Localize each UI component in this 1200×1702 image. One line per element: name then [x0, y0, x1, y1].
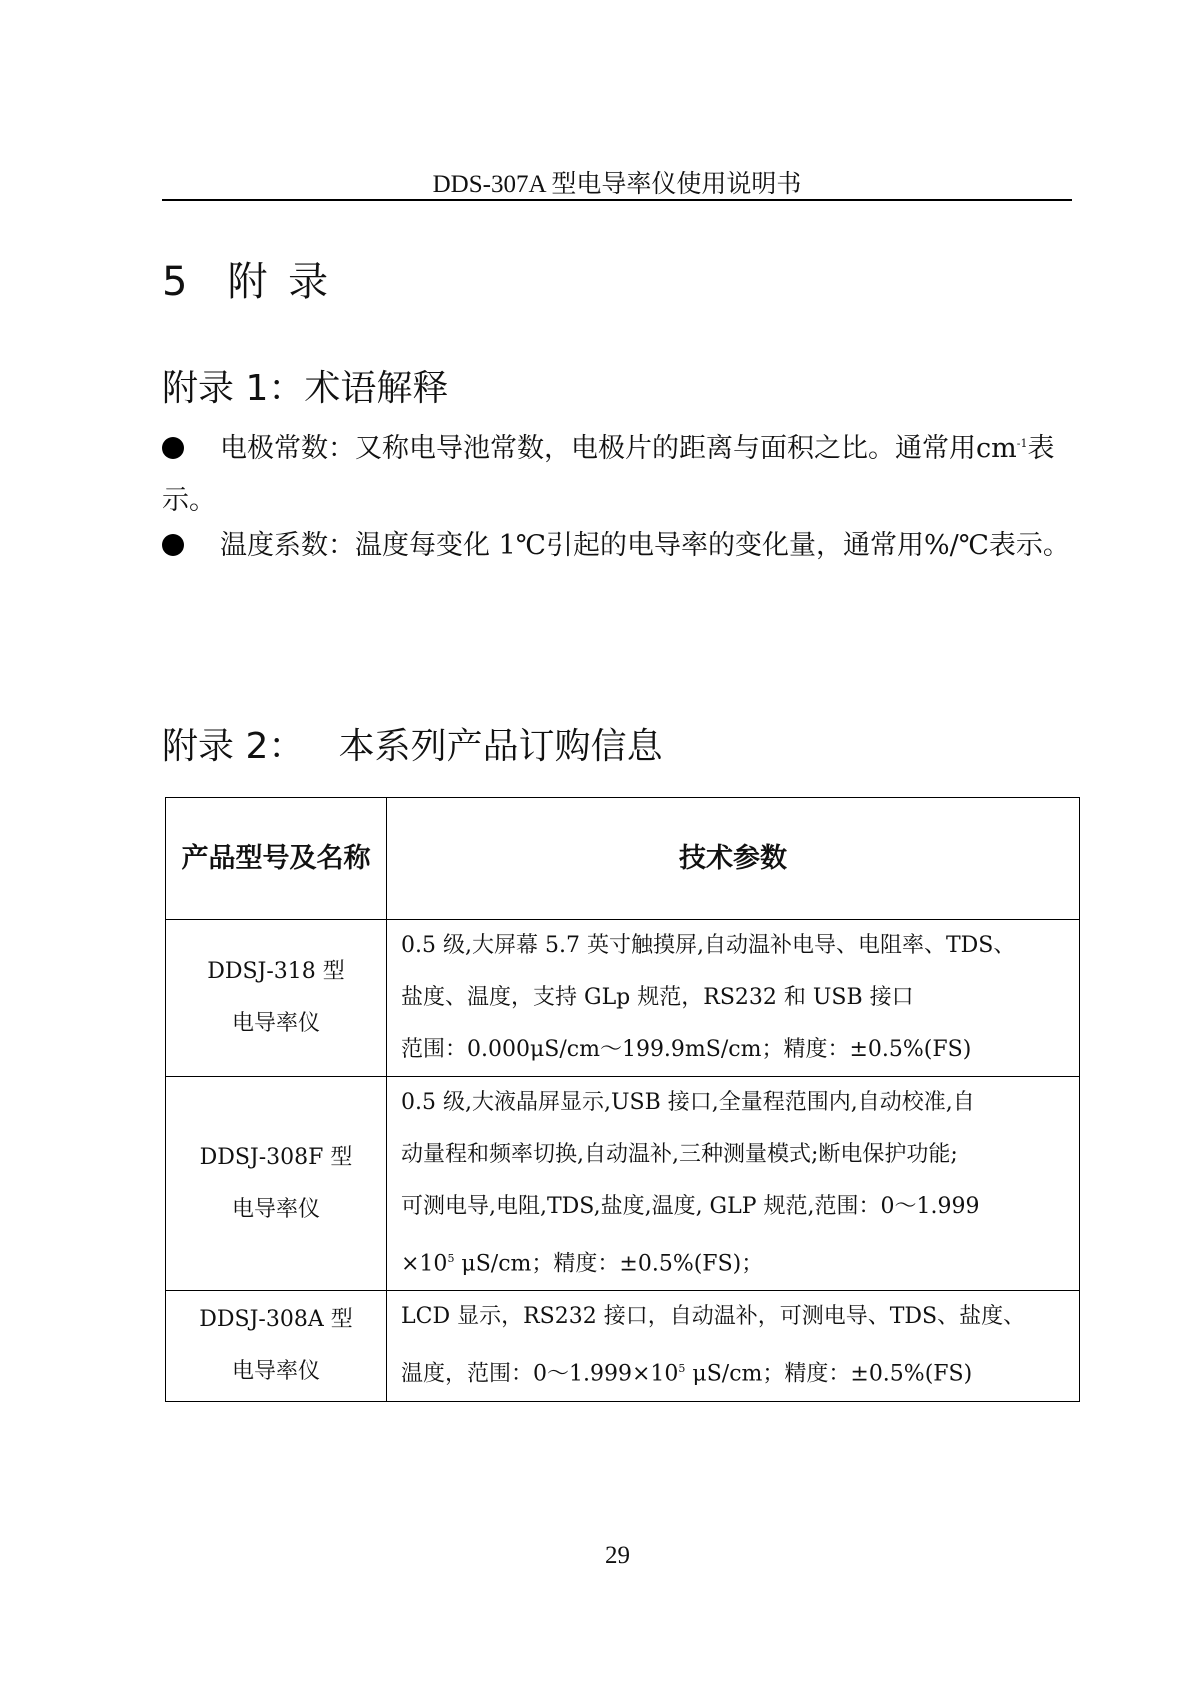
product-specs: 0.5 级,大屏幕 5.7 英寸触摸屏,自动温补电导、电阻率、TDS、 盐度、温度，支持 GLp 规范，RS232 和 USB 接口 范围：0.000μS/cm～199.9mS/cm；精度：±0.5%(FS) [387, 920, 1080, 1077]
term-item: 温度系数：温度每变化 1℃引起的电导率的变化量，通常用%/℃表示。 [162, 520, 1077, 572]
table-row [166, 1077, 1080, 1291]
header-divider [162, 199, 1072, 201]
bullet-icon [162, 437, 184, 459]
column-header-model: 产品型号及名称 [166, 798, 387, 920]
product-name: DDSJ-318 型 电导率仪 [166, 920, 387, 1077]
chapter-heading [162, 250, 332, 307]
appendix-2-title: 附录 2： 本系列产品订购信息 [162, 726, 663, 767]
bullet-icon [162, 534, 184, 556]
term-item: 电极常数：又称电导池常数，电极片的距离与面积之比。通常用$cm^{-1}$表示。 [162, 433, 1055, 516]
chapter-number: 5 [162, 259, 192, 305]
product-specs: 0.5 级,大液晶屏显示,USB 接口,全量程范围内,自动校准,自 动量程和频率切换,自动温补,三种测量模式;断电保护功能; 可测电导,电阻,TDS,盐度,温度, GLP 规范,范围：0～1.999 $\times 10^5$ μS/cm；精度：±0.5%(FS)； [387, 1077, 1080, 1291]
running-header: DDS-307A 型电导率仪使用说明书 [432, 171, 802, 198]
column-header-specs: 技术参数 [387, 798, 1080, 920]
page-number: 29 [605, 1542, 630, 1569]
appendix-1-title: 附录 1：术语解释 [162, 368, 449, 409]
product-name: DDSJ-308F 型 电导率仪 [166, 1077, 387, 1291]
table-row [166, 1291, 1080, 1401]
table-header-row [166, 798, 1080, 920]
table-row [166, 920, 1080, 1077]
chapter-title: 附 录 [227, 259, 333, 305]
product-name: DDSJ-308A 型 电导率仪 [166, 1291, 387, 1401]
product-specs: LCD 显示，RS232 接口，自动温补，可测电导、TDS、盐度、 温度，范围：$0\sim 1.999\times 10^5$ μS/cm；精度：±0.5%(FS) [387, 1291, 1080, 1401]
product-table [165, 797, 1080, 1402]
